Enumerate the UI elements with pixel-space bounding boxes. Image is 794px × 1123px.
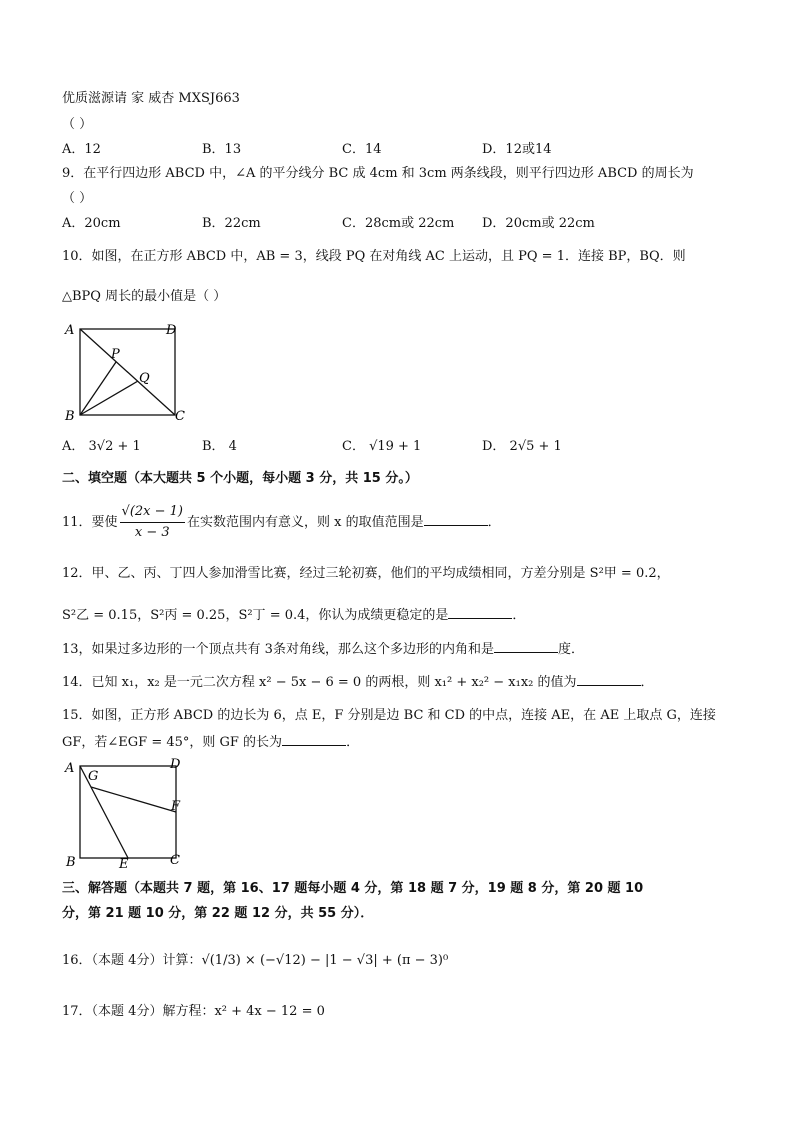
q15-blank xyxy=(282,733,346,746)
q9-option-a: A．20cm xyxy=(62,216,121,231)
q10-option-d: D． 2√5 + 1 xyxy=(482,439,562,454)
q16-text: 16．（本题 4分）计算：√(1/3) × (−√12) − |1 − √3| + (π − 3)⁰ xyxy=(62,953,449,968)
q15-text2: GF，若∠EGF = 45°，则 GF 的长为 xyxy=(62,735,283,750)
q14-line xyxy=(62,673,654,692)
section3-title2: 分，第 21 题 10 分，第 22 题 12 分，共 55 分）． xyxy=(62,906,374,921)
q8-option-a: A．12 xyxy=(62,142,101,157)
q9-paren: （ ） xyxy=(62,191,93,206)
q10-label-c: C xyxy=(175,409,185,424)
q8-option-d: D．12或14 xyxy=(482,142,552,157)
q9-text: 9．在平行四边形 ABCD 中，∠A 的平分线分 BC 成 4cm 和 3cm 两条线段，则平行四边形 ABCD 的周长为 xyxy=(62,166,694,181)
q13-end: 度． xyxy=(557,642,584,657)
q11-fraction xyxy=(120,502,185,543)
q10-label-q: Q xyxy=(139,371,150,386)
q15-label-d: D xyxy=(170,758,181,772)
q11-blank xyxy=(424,513,488,526)
q10-option-c: C． √19 + 1 xyxy=(342,439,422,454)
q10-label-d: D xyxy=(166,323,177,338)
q11-line xyxy=(62,502,501,543)
q11-denominator: x − 3 xyxy=(134,525,170,540)
q11-prefix: 11．要使 xyxy=(62,515,118,530)
q8-option-b: B．13 xyxy=(202,142,242,157)
q15-label-c: C xyxy=(170,853,180,868)
q10-figure xyxy=(62,320,187,425)
q15-end: ． xyxy=(346,735,360,750)
q12-line2 xyxy=(62,606,525,625)
q11-suffix: 在实数范围内有意义，则 x 的取值范围是 xyxy=(187,515,424,530)
q11-end: ． xyxy=(487,515,501,530)
q10-label-a: A xyxy=(65,323,75,338)
q10-option-a: A． 3√2 + 1 xyxy=(62,439,141,454)
q15-label-a: A xyxy=(65,761,75,776)
q13-text: 13，如果过多边形的一个顶点共有 3条对角线，那么这个多边形的内角和是 xyxy=(62,642,494,657)
q10-label-b: B xyxy=(65,409,75,424)
q15-text: 15．如图，正方形 ABCD 的边长为 6，点 E，F 分别是边 BC 和 CD 的中点，连接 AE，在 AE 上取点 G，连接 xyxy=(62,708,716,723)
q10-option-b: B． 4 xyxy=(202,439,237,454)
q9-option-c: C．28cm或 22cm xyxy=(342,216,455,231)
q12-text2: S²乙 = 0.15，S²丙 = 0.25，S²丁 = 0.4，你认为成绩更稳定的是 xyxy=(62,608,449,623)
q15-label-b: B xyxy=(66,855,76,870)
q15-figure xyxy=(62,758,192,870)
q15-label-g: G xyxy=(88,769,99,784)
q17-text: 17．（本题 4分）解方程：x² + 4x − 12 = 0 xyxy=(62,1004,325,1019)
q15-line2 xyxy=(62,733,359,752)
q8-paren: （ ） xyxy=(62,117,93,132)
q14-blank xyxy=(577,673,641,686)
q13-blank xyxy=(494,640,558,653)
q9-option-d: D．20cm或 22cm xyxy=(482,216,595,231)
q11-numerator: √(2x − 1) xyxy=(120,502,185,523)
q14-text: 14．已知 x₁，x₂ 是一元二次方程 x² − 5x − 6 = 0 的两根，则 x₁² + x₂² − x₁x₂ 的值为 xyxy=(62,675,577,690)
section2-title: 二、填空题（本大题共 5 个小题，每小题 3 分，共 15 分。） xyxy=(62,471,418,486)
q10-label-p: P xyxy=(111,347,120,362)
header-watermark: 优质滋源请 家 威杏 MXSJ663 xyxy=(62,91,240,106)
q14-end: ． xyxy=(640,675,654,690)
section3-title: 三、解答题（本题共 7 题，第 16、17 题每小题 4 分，第 18 题 7 分，19 题 8 分，第 20 题 10 xyxy=(62,881,644,896)
q8-option-c: C．14 xyxy=(342,142,382,157)
q10-text: 10．如图，在正方形 ABCD 中，AB = 3，线段 PQ 在对角线 AC 上运动，且 PQ = 1．连接 BP，BQ．则 xyxy=(62,249,686,264)
q12-text: 12．甲、乙、丙、丁四人参加滑雪比赛，经过三轮初赛，他们的平均成绩相同，方差分别是 S²甲 = 0.2， xyxy=(62,566,670,581)
q15-label-e: E xyxy=(119,857,129,870)
q12-blank xyxy=(448,606,512,619)
q12-end: ． xyxy=(512,608,526,623)
q10-text2: △BPQ 周长的最小值是（ ） xyxy=(62,289,227,304)
q15-label-f: F xyxy=(171,799,181,814)
q9-option-b: B．22cm xyxy=(202,216,261,231)
q13-line xyxy=(62,640,584,659)
